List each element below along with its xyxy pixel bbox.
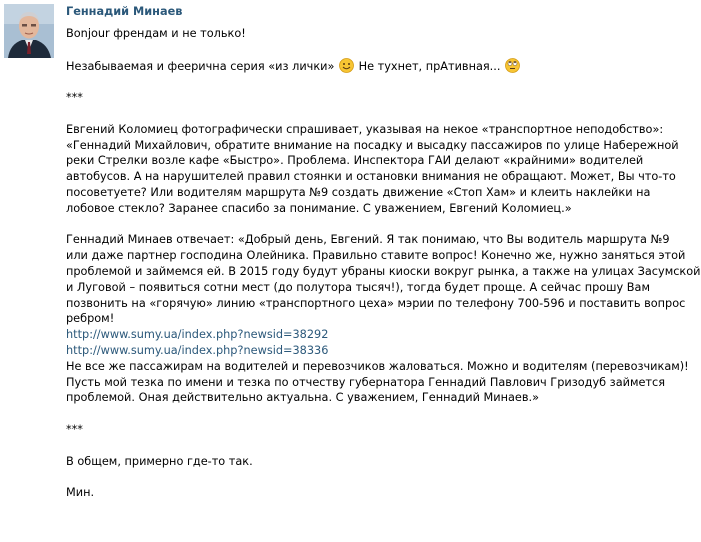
answer-line-2: или даже партнер господина Олейника. Правильно ставите вопрос! Конечно же, нужно заняться этой xyxy=(66,249,686,263)
closing-line-2: Пусть мой тезка по имени и тезка по отчеству губернатора Геннадий Павлович Гризодуб займется xyxy=(66,375,666,389)
separator-1: *** xyxy=(66,91,83,105)
answer-line-3: проблемой и займемся ей. В 2015 году будут убраны киоски вокруг рынка, а также на улицах Засумской xyxy=(66,264,701,278)
author-name[interactable]: Геннадий Минаев xyxy=(66,5,183,18)
answer-line-1: Геннадий Минаев отвечает: «Добрый день, Евгений. Я так понимаю, что Вы водитель маршрута №9 xyxy=(66,233,670,247)
separator-2: *** xyxy=(66,422,83,436)
avatar[interactable] xyxy=(4,4,54,58)
closing-line-1: Не все же пассажирам на водителей и перевозчиков жаловаться. Можно и водителям (перевозчикам)! xyxy=(66,359,689,373)
question-line-5: посоветуете? Или водителям маршрута №9 создать движение «Стоп Хам» и клеить наклейки на xyxy=(66,185,651,199)
news-link-2[interactable]: http://www.sumy.ua/index.php?newsid=38336 xyxy=(66,343,329,357)
news-link-1[interactable]: http://www.sumy.ua/index.php?newsid=38292 xyxy=(66,328,329,342)
signature-text: Мин. xyxy=(66,486,95,500)
answer-line-4: и Луговой – появиться сотни мест (до полутора тысяч!), тогда будет проще. А сейчас прошу Вам xyxy=(66,280,650,294)
answer-line-5: позвонить на «горячую» линию «транспортного цеха» мэрии по телефону 700-596 и поставить вопрос xyxy=(66,296,686,310)
question-line-3: реки Стрелки возле кафе «Быстро». Проблема. Инспектора ГАИ делают «крайними» водителей xyxy=(66,154,644,168)
answer-line-6: ребром! xyxy=(66,312,115,326)
intro-line xyxy=(66,58,616,75)
smile-emoji-icon xyxy=(339,58,354,73)
intro-text-1: Незабываемая и феерична серия «из лички» xyxy=(66,59,335,73)
question-line-6: лобовое стекло? Заранее спасибо за понимание. С уважением, Евгений Коломиец.» xyxy=(66,201,572,215)
greeting-text: Bonjour френдам и не только! xyxy=(66,27,246,40)
post-content xyxy=(66,4,701,501)
rolling-eyes-emoji-icon xyxy=(505,58,520,73)
question-line-4: автобусов. А на нарушителей правил стоянки и остановки внимания не обращают. Может, Вы что-то xyxy=(66,170,676,184)
closing-line-3: проблемой. Оная действительно актуальна. С уважением, Геннадий Минаев.» xyxy=(66,391,540,405)
intro-text-2: Не тухнет, прАтивная... xyxy=(358,59,501,73)
question-line-1: Евгений Коломиец фотографически спрашивает, указывая на некое «транспортное неподобство»: xyxy=(66,122,664,136)
conclusion-text: В общем, примерно где-то так. xyxy=(66,454,253,468)
question-line-2: «Геннадий Михайлович, обратите внимание на посадку и высадку пассажиров по улице Набережной xyxy=(66,138,679,152)
